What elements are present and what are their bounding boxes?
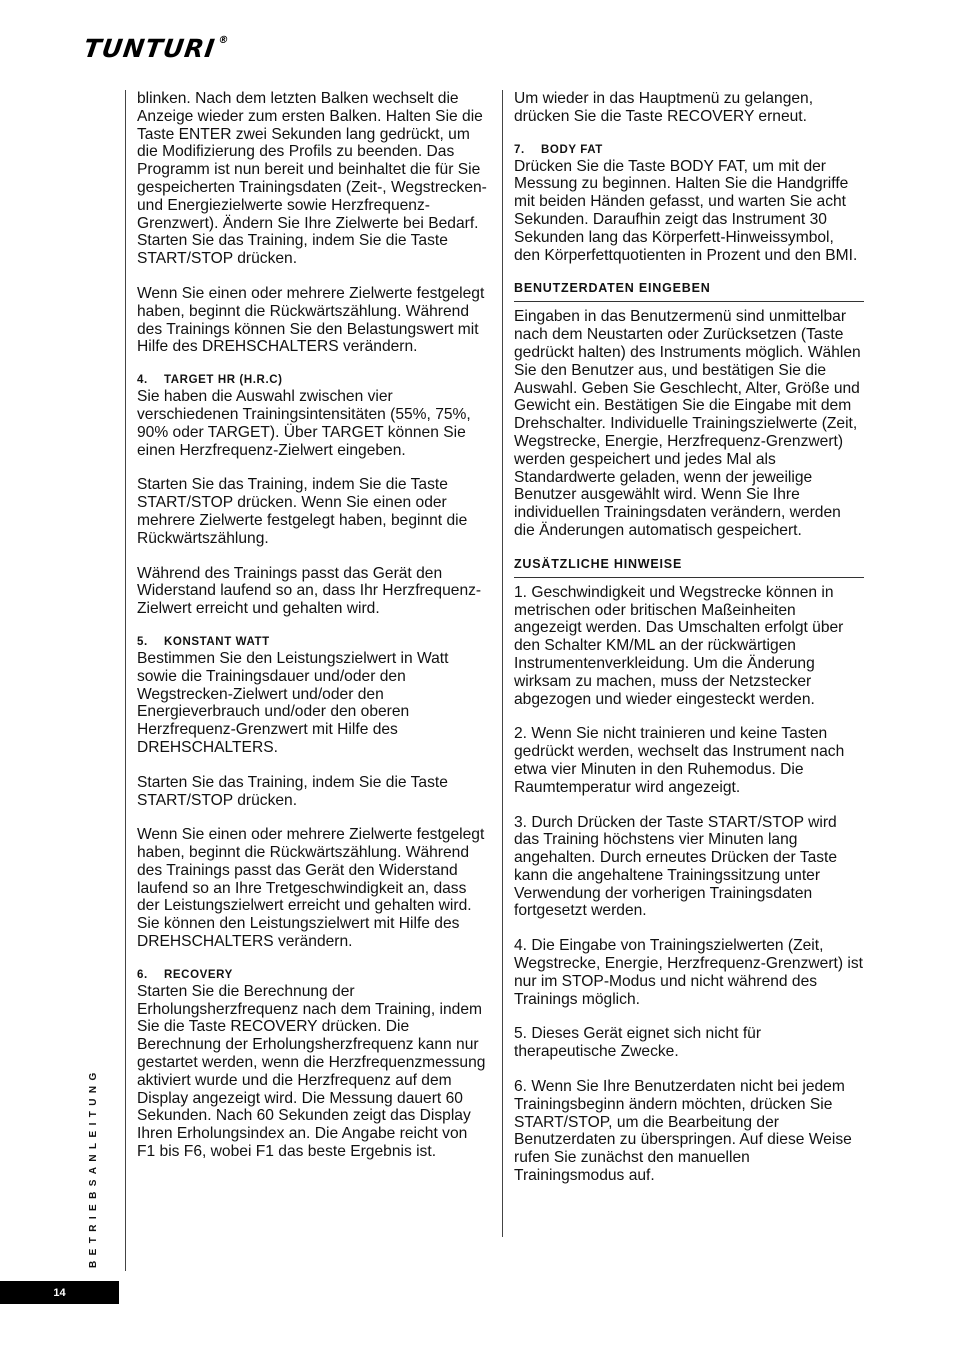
center-column-rule — [502, 90, 503, 1237]
section-title: KONSTANT WATT — [164, 635, 270, 648]
section-number: 5. — [137, 635, 148, 648]
paragraph: Eingaben in das Benutzermenü sind unmittelbar nach dem Neustarten oder Zurücksetzen (Taste gedrückt halten) des Instruments möglich. Wählen Sie den Benutzer aus, und bestätigen Sie die Auswahl. Geben Sie Geschlecht, Alter, Größe und Gewicht ein. Bestätigen Sie die Eingabe mit dem Drehschalter. Individuelle Trainingszielwerte (Zeit, Wegstrecke, Energie, Herzfrequenz-Grenzwert) werden gespeichert und jedes Mal als Standardwerte geladen, wenn der jeweilige Benutzer ausgewählt wird. Wenn Sie Ihre individuellen Trainingsdaten verändern, werden die Änderungen automatisch gespeichert. — [514, 308, 861, 539]
note-item: 2. Wenn Sie nicht trainieren und keine Tasten gedrückt werden, wechselt das Instrument nach etwa vier Minuten in den Ruhemodus. Die Raumtemperatur wird angezeigt. — [514, 725, 845, 796]
paragraph: Starten Sie das Training, indem Sie die Taste START/STOP drücken. Wenn Sie einen oder mehrere Zielwerte festgelegt haben, beginnt die Rückwärtszählung. — [137, 476, 468, 547]
section-number: 7. — [514, 143, 525, 156]
note-item: 4. Die Eingabe von Trainingszielwerten (Zeit, Wegstrecke, Energie, Herzfrequenz-Grenzwert) ist nur im STOP-Modus und nicht während des Trainings möglich. — [514, 937, 863, 1008]
left-column-rule — [125, 90, 126, 1271]
page-number: 14 — [0, 1281, 119, 1304]
paragraph: Bestimmen Sie den Leistungszielwert in Watt sowie die Trainingsdauer und/oder den Wegstrecken-Zielwert und/oder den Energieverbrauch und/oder den oberen Herzfrequenz-Grenzwert mit Hilfe des DREHSCHALTERS. — [137, 649, 449, 756]
vertical-manual-label: BETRIEBSANLEITUNG — [88, 1067, 99, 1268]
section-heading-body-fat — [514, 143, 864, 157]
heading-benutzerdaten: BENUTZERDATEN EINGEBEN — [514, 281, 864, 302]
note-item: 1. Geschwindigkeit und Wegstrecke können in metrischen oder britischen Maßeinheiten angezeigt werden. Das Umschalten erfolgt über den Schalter KM/ML an der rückwärtigen Instrumentenverkleidung. Um die Änderung wirksam zu machen, muss der Netzstecker abgezogen und wieder eingesteckt werden. — [514, 583, 844, 708]
paragraph: Drücken Sie die Taste BODY FAT, um mit der Messung zu beginnen. Halten Sie die Handgriffe mit beiden Händen gefasst, und warten Sie acht Sekunden. Daraufhin zeigt das Instrument 30 Sekunden lang das Körperfett-Hinweissymbol, den Körperfettquotienten in Prozent und den BMI. — [514, 157, 858, 264]
logo-text: TUNTURI — [81, 34, 218, 63]
paragraph: Starten Sie die Berechnung der Erholungsherzfrequenz nach dem Training, indem Sie die Taste RECOVERY drücken. Die Berechnung der Erholungsherzfrequenz kann nur gestartet werden, wenn die Herzfrequenzmessung aktiviert wurde und die Herzfrequenz auf dem Display angezeigt wird. Die Messung dauert 60 Sekunden. Nach 60 Sekunden zeigt das Display Ihren Erholungsindex an. Die Angabe reicht von F1 bis F6, wobei F1 das beste Ergebnis ist. — [137, 982, 486, 1161]
section-title: RECOVERY — [164, 968, 233, 981]
paragraph: blinken. Nach dem letzten Balken wechselt die Anzeige wieder zum ersten Balken. Halten Sie die Taste ENTER zwei Sekunden lang gedrückt, um die Modifizierung des Profils zu beenden. Das Programm ist nun bereit und beinhaltet die für Sie gespeicherten Trainingsdaten (Zeit-, Wegstrecken- und Energiezielwerte sowie Herzfrequenz-Grenzwert). Ändern Sie Ihre Zielwerte bei Bedarf. Starten Sie das Training, indem Sie die Taste START/STOP drücken. — [137, 90, 487, 268]
paragraph: Wenn Sie einen oder mehrere Zielwerte festgelegt haben, beginnt die Rückwärtszählung. Während des Trainings passt das Gerät den Widerstand laufend so an Ihre Tretgeschwindigkeit an, dass der Leistungszielwert erreicht und gehalten wird. Sie können den Leistungszielwert mit Hilfe des DREHSCHALTERS verändern. — [137, 826, 485, 951]
paragraph: Während des Trainings passt das Gerät den Widerstand laufend so an, dass Ihr Herzfrequenz-Zielwert erreicht und gehalten wird. — [137, 564, 482, 618]
paragraph: Sie haben die Auswahl zwischen vier verschiedenen Trainingsintensitäten (55%, 75%, 90% oder TARGET). Über TARGET können Sie einen Herzfrequenz-Zielwert eingeben. — [137, 388, 471, 459]
note-item: 5. Dieses Gerät eignet sich nicht für therapeutische Zwecke. — [514, 1025, 762, 1061]
right-column — [514, 90, 864, 1202]
section-number: 6. — [137, 968, 148, 981]
section-title: BODY FAT — [541, 143, 603, 156]
section-heading-recovery — [137, 968, 489, 982]
paragraph: Starten Sie das Training, indem Sie die Taste START/STOP drücken. — [137, 773, 448, 809]
tunturi-logo — [82, 34, 230, 63]
paragraph: Um wieder in das Hauptmenü zu gelangen, drücken Sie die Taste RECOVERY erneut. — [514, 90, 814, 125]
left-column — [137, 90, 489, 1178]
note-item: 3. Durch Drücken der Taste START/STOP wird das Training höchstens vier Minuten lang angehalten. Durch erneutes Drücken der Taste kann die angehaltene Trainingssitzung unter Verwendung der vorherigen Trainingsdaten fortgesetzt werden. — [514, 813, 838, 920]
section-number: 4. — [137, 374, 148, 387]
registered-mark: ® — [217, 35, 231, 46]
heading-zusaetzliche-hinweise: ZUSÄTZLICHE HINWEISE — [514, 557, 864, 578]
section-heading-target-hr — [137, 373, 489, 387]
section-title: TARGET HR (H.R.C) — [164, 374, 283, 387]
note-item: 6. Wenn Sie Ihre Benutzerdaten nicht bei jedem Trainingsbeginn ändern möchten, drücken Sie START/STOP, um die Bearbeitung der Benutzerdaten zu überspringen. Auf diese Weise rufen Sie zunächst den manuellen Trainingsmodus auf. — [514, 1078, 852, 1185]
section-heading-konstant-watt — [137, 635, 489, 649]
paragraph: Wenn Sie einen oder mehrere Zielwerte festgelegt haben, beginnt die Rückwärtszählung. Während des Trainings können Sie den Belastungswert mit Hilfe des DREHSCHALTERS verändern. — [137, 284, 485, 356]
